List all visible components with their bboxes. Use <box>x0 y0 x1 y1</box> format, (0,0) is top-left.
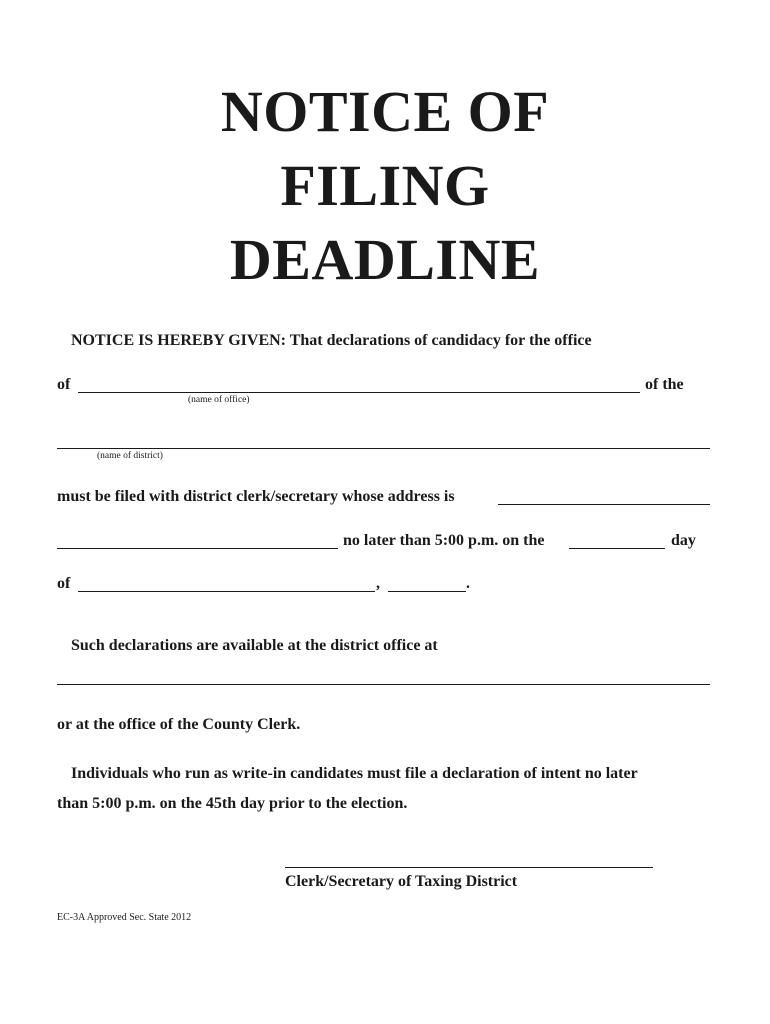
address-blank-1[interactable] <box>498 490 710 505</box>
month-line-prefix: of <box>57 575 71 592</box>
signature-label: Clerk/Secretary of Taxing District <box>285 873 518 890</box>
district-name-blank[interactable] <box>57 434 710 449</box>
comma: , <box>376 575 380 592</box>
office-line-prefix: of <box>57 376 71 393</box>
notice-intro: NOTICE IS HEREBY GIVEN: That declarations of candidacy for the office <box>71 332 592 349</box>
month-blank[interactable] <box>78 577 375 592</box>
write-in-line-2: than 5:00 p.m. on the 45th day prior to the election. <box>57 795 408 812</box>
no-later-text: no later than 5:00 p.m. on the <box>343 532 545 549</box>
address-blank-2[interactable] <box>57 534 338 549</box>
district-caption: (name of district) <box>97 451 163 461</box>
year-blank[interactable] <box>388 577 466 592</box>
write-in-line-1: Individuals who run as write-in candidates must file a declaration of intent no later <box>71 765 638 782</box>
day-text: day <box>671 532 696 549</box>
form-footer: EC-3A Approved Sec. State 2012 <box>57 912 192 923</box>
title-line-2: FILING <box>280 153 490 218</box>
title-line-1: NOTICE OF <box>220 79 550 144</box>
district-office-text: Such declarations are available at the district office at <box>71 637 438 654</box>
filed-with-text: must be filed with district clerk/secretary whose address is <box>57 488 455 505</box>
office-line-suffix: of the <box>645 376 684 393</box>
period: . <box>466 575 470 592</box>
day-blank[interactable] <box>569 534 665 549</box>
title-line-3: DEADLINE <box>229 227 541 292</box>
office-name-blank[interactable] <box>78 378 640 393</box>
county-clerk-text: or at the office of the County Clerk. <box>57 716 301 733</box>
signature-line[interactable] <box>285 853 653 868</box>
office-caption: (name of office) <box>188 395 250 405</box>
district-office-blank[interactable] <box>57 670 710 685</box>
